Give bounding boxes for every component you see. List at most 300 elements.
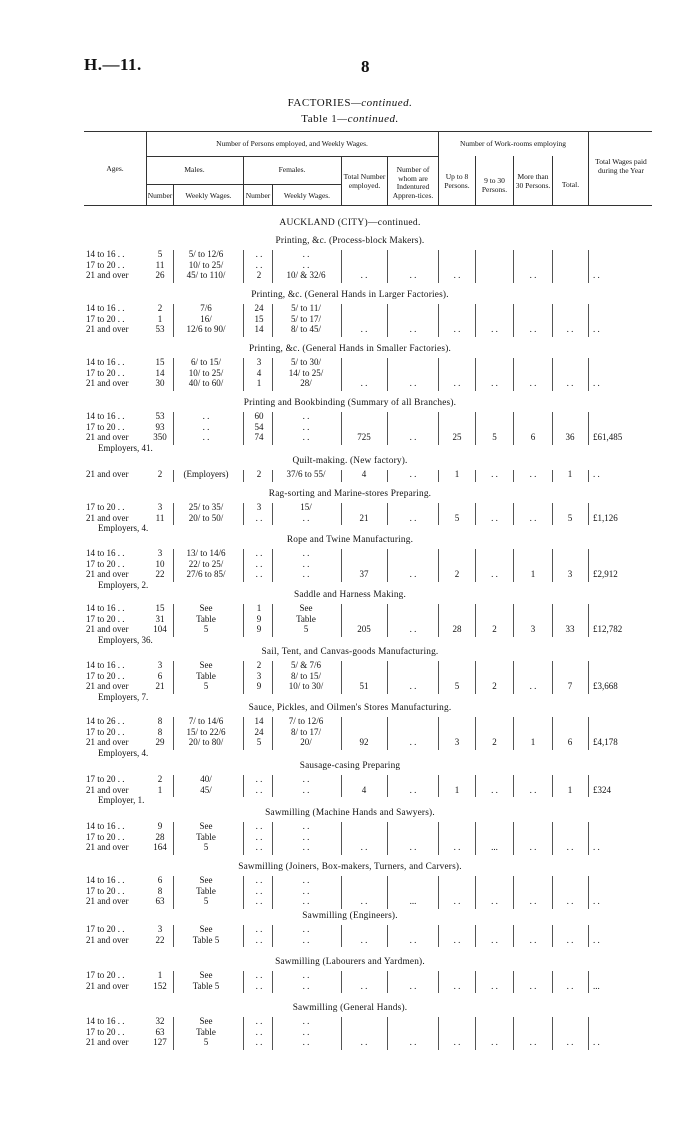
cell-fw: . .	[302, 934, 310, 945]
cell-mw: . .	[202, 411, 210, 421]
table-row	[0, 660, 700, 671]
cell-ind: . .	[409, 512, 417, 523]
cell-mn: 63	[155, 1026, 165, 1037]
cell-mn: 2	[157, 774, 163, 784]
column-rule	[552, 1017, 553, 1050]
header-ages: Ages.	[106, 164, 124, 173]
column-rule	[552, 470, 553, 482]
column-rule	[387, 1017, 388, 1050]
column-rule	[243, 549, 244, 582]
cell-fn: . .	[255, 842, 263, 852]
column-rule	[475, 412, 476, 445]
cell-w930: . .	[491, 980, 498, 991]
cell-m30: 1	[530, 569, 536, 579]
cell-ind: . .	[409, 469, 417, 479]
column-rule	[243, 971, 244, 993]
cell-wt: 1	[567, 469, 573, 479]
header-rule-persons	[146, 156, 438, 157]
cell-w930: . .	[491, 378, 498, 388]
column-rule	[243, 304, 244, 337]
cell-ind: ...	[409, 896, 417, 906]
column-rule	[513, 412, 514, 445]
cell-age: 21 and over	[86, 378, 129, 388]
header-total-employed: Total Number employed.	[343, 172, 386, 190]
cell-age: 17 to 20 . .	[86, 367, 125, 378]
column-rule	[475, 876, 476, 909]
column-rule	[588, 971, 589, 993]
cell-tot: 21	[359, 512, 369, 523]
cell-mn: 6	[157, 670, 163, 681]
title-suffix: —continued.	[350, 97, 413, 109]
cell-mw: See	[199, 603, 213, 613]
table-row	[0, 821, 700, 832]
section-title: Rag-sorting and Marine-stores Preparing.	[268, 489, 432, 499]
cell-wt: 5	[567, 512, 573, 523]
cell-m30: . .	[529, 896, 537, 906]
cell-m30: . .	[529, 270, 537, 280]
cell-age: 17 to 20 . .	[86, 831, 125, 842]
cell-ind: . .	[409, 784, 417, 795]
section-title: Printing, &c. (General Hands in Smaller Factories).	[248, 344, 452, 354]
cell-mw: Table	[196, 831, 216, 842]
section-title: Printing, &c. (General Hands in Larger Factories).	[251, 290, 449, 300]
cell-fn: 1	[256, 378, 262, 388]
cell-mn: 63	[155, 896, 165, 906]
column-rule	[387, 661, 388, 694]
cell-tot: . .	[360, 378, 368, 388]
column-rule	[552, 604, 553, 637]
table-label-suffix: —continued.	[337, 113, 399, 125]
column-rule	[243, 470, 244, 482]
column-rule	[513, 775, 514, 797]
column-rule	[552, 358, 553, 391]
cell-mn: 6	[157, 875, 163, 885]
column-rule	[552, 876, 553, 909]
column-rule	[438, 876, 439, 909]
column-rule	[387, 304, 388, 337]
cell-w930: . .	[491, 784, 498, 795]
column-rule	[513, 876, 514, 909]
column-rule	[173, 661, 174, 694]
cell-up8: . .	[453, 896, 461, 906]
cell-m30: . .	[529, 324, 537, 334]
cell-fw: . .	[302, 885, 310, 896]
cell-fw: 5/ to 17/	[290, 313, 321, 324]
cell-wages: . .	[593, 324, 600, 334]
cell-mw: . .	[202, 432, 210, 442]
cell-tot: 51	[359, 681, 369, 691]
column-rule	[588, 876, 589, 909]
column-rule	[513, 925, 514, 947]
cell-tot: . .	[360, 842, 368, 852]
column-rule	[513, 604, 514, 637]
cell-fw: 15/	[300, 502, 312, 512]
cell-fw: 10/ & 32/6	[286, 270, 326, 280]
table-row	[0, 411, 700, 422]
cell-wt: . .	[566, 842, 574, 852]
cell-age: 21 and over	[86, 1037, 129, 1047]
table-row	[0, 671, 700, 682]
column-rule	[173, 876, 174, 909]
cell-age: 14 to 16 . .	[86, 660, 125, 670]
cell-m30: 3	[530, 624, 536, 634]
cell-age: 17 to 20 . .	[86, 1026, 125, 1037]
cell-wt: . .	[566, 934, 574, 945]
cell-fw: . .	[302, 821, 310, 831]
column-rule	[475, 503, 476, 525]
table-row	[0, 624, 700, 635]
cell-age: 21 and over	[86, 681, 129, 691]
column-rule	[173, 925, 174, 947]
column-rule	[341, 503, 342, 525]
table-row	[0, 432, 700, 443]
cell-mw: 5	[203, 842, 209, 852]
cell-mn: 53	[155, 411, 165, 421]
cell-mw: Table	[196, 885, 216, 896]
column-rule	[341, 925, 342, 947]
table-row	[0, 303, 700, 314]
column-rule	[341, 250, 342, 283]
cell-age: 17 to 20 . .	[86, 421, 125, 432]
cell-wt: 36	[565, 432, 575, 442]
cell-mw: 27/6 to 85/	[186, 569, 226, 579]
cell-wt: . .	[566, 1037, 574, 1047]
cell-fn: . .	[255, 512, 263, 523]
header-up-to-8: Up to 8 Persons.	[444, 172, 470, 190]
cell-age: 17 to 20 . .	[86, 924, 125, 934]
cell-fn: 9	[256, 624, 262, 634]
column-rule	[588, 717, 589, 750]
column-rule	[552, 925, 553, 947]
page-reference: H.—11.	[84, 55, 142, 74]
cell-fn: 9	[256, 681, 262, 691]
cell-wt: . .	[566, 896, 574, 906]
cell-mn: 32	[155, 1016, 165, 1026]
table-row	[0, 548, 700, 559]
cell-mn: 29	[155, 737, 165, 747]
column-rule	[272, 876, 273, 909]
cell-tot: . .	[360, 1037, 368, 1047]
column-rule	[475, 304, 476, 337]
cell-mw: See	[199, 821, 213, 831]
column-rule	[387, 412, 388, 445]
column-rule	[243, 822, 244, 855]
cell-mw: 16/	[200, 313, 212, 324]
cell-mn: 8	[157, 716, 163, 726]
cell-wages: £12,782	[593, 624, 623, 634]
column-rule	[438, 925, 439, 947]
section-title: Printing, &c. (Process-block Makers).	[275, 236, 425, 246]
cell-mn: 350	[153, 432, 167, 442]
cell-up8: . .	[453, 980, 461, 991]
column-rule	[513, 503, 514, 525]
cell-age: 17 to 20 . .	[86, 502, 125, 512]
cell-wages: ...	[593, 980, 600, 991]
cell-fn: 2	[256, 270, 262, 280]
column-rule	[272, 604, 273, 637]
cell-fn: 14	[254, 324, 264, 334]
cell-ind: . .	[409, 980, 417, 991]
table-row	[0, 559, 700, 570]
cell-mn: 5	[157, 249, 163, 259]
section-title: Sawmilling (Machine Hands and Sawyers).	[265, 808, 435, 818]
column-rule	[173, 822, 174, 855]
cell-fw: 37/6 to 55/	[286, 469, 326, 479]
cell-fw: . .	[302, 432, 310, 442]
cell-fn: . .	[255, 784, 263, 795]
cell-fw: 8/ to 15/	[290, 670, 321, 681]
cell-age: 21 and over	[86, 569, 129, 579]
column-rule	[438, 971, 439, 993]
column-rule	[513, 717, 514, 750]
cell-fn: . .	[255, 249, 263, 259]
column-rule	[243, 661, 244, 694]
header-persons-group: Number of Persons employed, and Weekly Wages.	[216, 139, 368, 148]
cell-mn: 15	[155, 357, 165, 367]
cell-mw: See	[199, 660, 213, 670]
cell-fw: . .	[302, 569, 310, 579]
cell-fn: . .	[255, 896, 263, 906]
header-male-number: Number	[147, 191, 173, 200]
cell-age: 21 and over	[86, 324, 129, 334]
cell-tot: . .	[360, 980, 368, 991]
column-rule	[341, 661, 342, 694]
table-row	[0, 981, 700, 992]
cell-up8: . .	[453, 324, 461, 334]
cell-fw: 10/ to 30/	[288, 681, 324, 691]
column-rule	[552, 661, 553, 694]
employers-note: Employer, 1.	[98, 795, 145, 805]
cell-w930: . .	[491, 324, 498, 334]
cell-wages: . .	[593, 842, 600, 852]
cell-fw: . .	[302, 411, 310, 421]
cell-tot: 4	[361, 784, 367, 795]
cell-mw: Table 5	[192, 934, 220, 945]
cell-wages: . .	[593, 270, 600, 280]
cell-fn: . .	[255, 1016, 263, 1026]
cell-fn: 60	[254, 411, 264, 421]
column-rule	[438, 1017, 439, 1050]
cell-mn: 1	[157, 313, 163, 324]
cell-tot: . .	[360, 270, 368, 280]
cell-age: 14 to 16 . .	[86, 548, 125, 558]
cell-fn: 15	[254, 313, 264, 324]
cell-mn: 2	[157, 469, 163, 479]
cell-up8: 28	[452, 624, 462, 634]
cell-mn: 22	[155, 569, 165, 579]
cell-mw: See	[199, 875, 213, 885]
cell-wt: . .	[566, 378, 574, 388]
cell-ind: . .	[409, 934, 417, 945]
cell-w930: ...	[491, 842, 498, 852]
header-apprentices: Number of whom are Indentured Appren-tices.	[392, 165, 434, 200]
column-rule	[475, 470, 476, 482]
table-row	[0, 896, 700, 907]
cell-mn: 104	[153, 624, 167, 634]
column-rule	[272, 822, 273, 855]
cell-wt: 3	[567, 569, 573, 579]
cell-m30: . .	[529, 1037, 537, 1047]
column-rule	[513, 470, 514, 482]
cell-fw: . .	[302, 980, 310, 991]
cell-m30: . .	[529, 378, 537, 388]
column-rule	[243, 717, 244, 750]
table-row	[0, 270, 700, 281]
column-rule	[173, 549, 174, 582]
table-row	[0, 422, 700, 433]
cell-wt: 1	[567, 784, 573, 795]
cell-up8: . .	[453, 1037, 461, 1047]
cell-age: 17 to 20 . .	[86, 558, 125, 569]
cell-mw: . .	[202, 421, 210, 432]
table-row	[0, 1027, 700, 1038]
cell-mn: 22	[155, 934, 165, 945]
table-row	[0, 737, 700, 748]
cell-tot: 37	[359, 569, 369, 579]
cell-up8: 1	[454, 469, 460, 479]
cell-wages: £2,912	[593, 569, 618, 579]
column-rule	[341, 717, 342, 750]
cell-fn: 3	[256, 502, 262, 512]
column-rule	[475, 661, 476, 694]
column-rule	[588, 412, 589, 445]
column-rule	[387, 717, 388, 750]
table-row	[0, 774, 700, 785]
cell-m30: . .	[529, 784, 537, 795]
column-rule	[243, 876, 244, 909]
section-title: Saddle and Harness Making.	[293, 590, 407, 600]
cell-mn: 2	[157, 303, 163, 313]
table-row	[0, 502, 700, 513]
table-row	[0, 249, 700, 260]
cell-mw: 15/ to 22/6	[186, 726, 226, 737]
column-rule	[243, 775, 244, 797]
cell-age: 14 to 16 . .	[86, 1016, 125, 1026]
cell-m30: . .	[529, 842, 537, 852]
column-rule	[438, 717, 439, 750]
cell-fn: 54	[254, 421, 264, 432]
column-rule	[341, 412, 342, 445]
cell-wages: £61,485	[593, 432, 623, 442]
header-males: Males.	[184, 165, 205, 174]
cell-w930: . .	[491, 1037, 498, 1047]
cell-fw: . .	[302, 1037, 310, 1047]
cell-fw: . .	[302, 1026, 310, 1037]
cell-w930: 2	[492, 624, 497, 634]
cell-ind: . .	[409, 1037, 417, 1047]
employers-note: Employers, 41.	[98, 442, 153, 453]
column-rule	[438, 470, 439, 482]
cell-ind: . .	[409, 737, 417, 747]
cell-age: 14 to 16 . .	[86, 357, 125, 367]
column-rule	[272, 250, 273, 283]
column-rule	[438, 412, 439, 445]
cell-fw: . .	[302, 774, 310, 784]
cell-age: 14 to 16 . .	[86, 603, 125, 613]
table-row	[0, 935, 700, 946]
cell-mn: 1	[157, 784, 163, 795]
cell-mn: 127	[153, 1037, 167, 1047]
cell-tot: . .	[360, 324, 368, 334]
cell-ind: . .	[409, 569, 417, 579]
cell-fw: 5/ & 7/6	[290, 660, 321, 670]
employers-note: Employers, 4.	[98, 747, 149, 758]
cell-w930: 2	[492, 681, 497, 691]
cell-age: 14 to 16 . .	[86, 821, 125, 831]
cell-age: 17 to 20 . .	[86, 259, 125, 270]
column-rule	[475, 775, 476, 797]
column-rule	[513, 971, 514, 993]
cell-fn: . .	[255, 548, 263, 558]
column-rule	[513, 358, 514, 391]
column-rule	[272, 503, 273, 525]
cell-tot: . .	[360, 934, 368, 945]
column-rule	[438, 250, 439, 283]
header-female-wages: Weekly Wages.	[283, 191, 331, 200]
section-title: Sawmilling (Joiners, Box-makers, Turners, and Carvers).	[238, 862, 462, 872]
cell-age: 14 to 16 . .	[86, 411, 125, 421]
cell-up8: 3	[454, 737, 460, 747]
column-rule	[272, 412, 273, 445]
cell-mw: 13/ to 14/6	[186, 548, 226, 558]
cell-mn: 26	[155, 270, 165, 280]
cell-fn: . .	[255, 924, 263, 934]
cell-wages: . .	[593, 469, 600, 479]
cell-mn: 15	[155, 603, 165, 613]
table-row	[0, 716, 700, 727]
table-row	[0, 785, 700, 796]
column-rule	[341, 775, 342, 797]
cell-fw: 28/	[300, 378, 312, 388]
cell-ind: . .	[409, 324, 417, 334]
column-rule	[387, 503, 388, 525]
cell-mw: 12/6 to 90/	[186, 324, 226, 334]
column-rule	[341, 604, 342, 637]
column-rule	[588, 304, 589, 337]
column-rule	[173, 412, 174, 445]
column-rule	[341, 876, 342, 909]
column-rule	[475, 717, 476, 750]
table-row	[0, 832, 700, 843]
column-rule	[552, 549, 553, 582]
column-rule	[552, 822, 553, 855]
table-label-text: Table 1	[301, 113, 338, 125]
cell-fw: . .	[302, 875, 310, 885]
cell-tot: 725	[357, 432, 371, 442]
column-rule	[387, 358, 388, 391]
cell-w930: . .	[491, 569, 498, 579]
header-total-wages: Total Wages paid during the Year	[595, 157, 647, 175]
column-rule	[475, 971, 476, 993]
cell-ind: . .	[409, 624, 417, 634]
cell-mn: 11	[155, 512, 165, 523]
table-row	[0, 513, 700, 524]
cell-age: 21 and over	[86, 512, 129, 523]
column-rule	[513, 1017, 514, 1050]
cell-fw: . .	[302, 831, 310, 842]
column-rule	[588, 549, 589, 582]
cell-mw: 45/ to 110/	[186, 270, 226, 280]
cell-up8: 5	[454, 681, 460, 691]
cell-fw: 14/ to 25/	[288, 367, 324, 378]
cell-fn: . .	[255, 774, 263, 784]
cell-age: 17 to 20 . .	[86, 313, 125, 324]
section-title: Sausage-casing Preparing	[299, 761, 401, 771]
cell-mw: 40/	[200, 774, 212, 784]
cell-mw: 10/ to 25/	[188, 259, 224, 270]
column-rule	[552, 304, 553, 337]
column-rule	[243, 925, 244, 947]
